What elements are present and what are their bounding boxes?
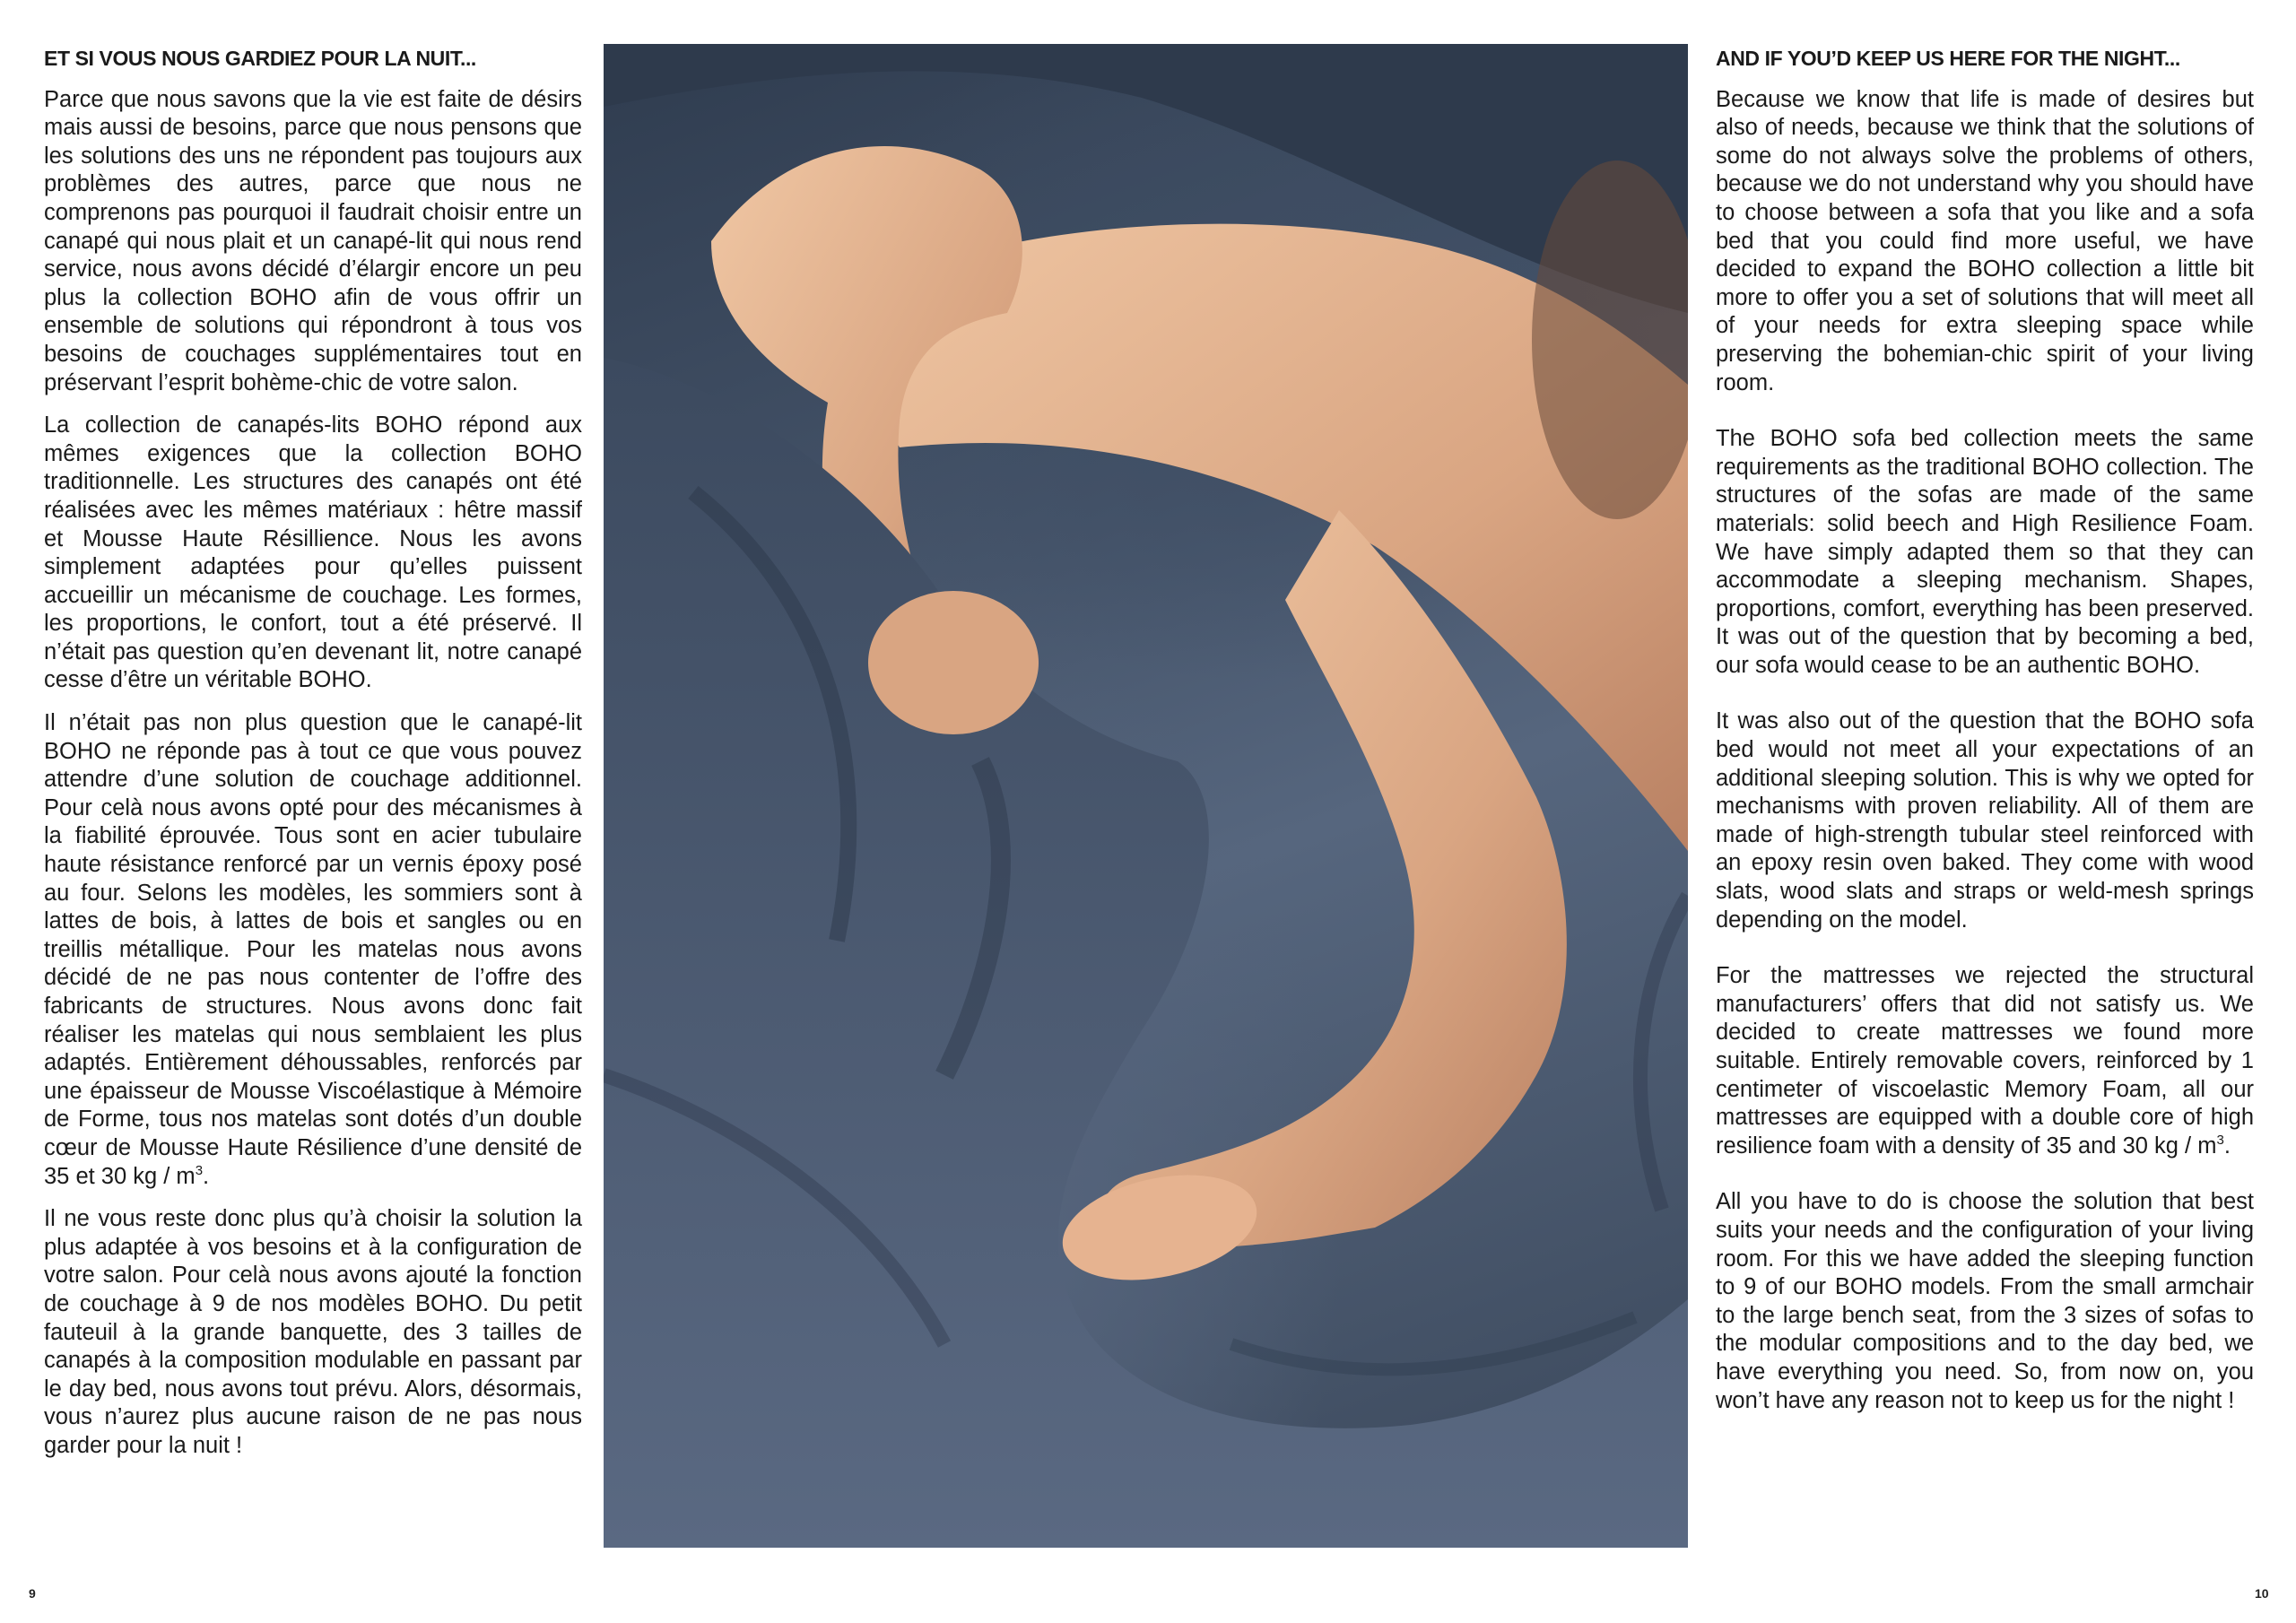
- english-paragraph-4-end: .: [2223, 1133, 2231, 1159]
- sheet-fold: [1640, 896, 1688, 1210]
- sheet-fold: [1231, 1317, 1635, 1369]
- french-cubic-superscript: 3: [195, 1162, 204, 1178]
- english-heading: AND IF YOU’D KEEP US HERE FOR THE NIGHT...: [1716, 47, 2180, 70]
- bed-photo: [604, 44, 1688, 1548]
- english-paragraph-4: [1716, 962, 2254, 1160]
- bed-photo-illustration: [604, 44, 1688, 1548]
- french-paragraph-2: La collection de canapés-lits BOHO répond aux mêmes exigences que la collection BOHO traditionnelle. Les structures des canapés ont été réalisées avec les mêmes matériaux : hêtre massif et Mousse Haute Résillience. Nous les avons simplement adaptées pour qu’elles puissent accueillir un mécanisme de couchage. Les formes, les proportions, le confort, tout a été préservé. Il n’était pas question qu’en devenant lit, notre canapé cesse d’être un véritable BOHO.: [44, 412, 582, 693]
- fist-shape: [868, 591, 1039, 734]
- english-paragraph-4-text: For the mattresses we rejected the structural manufacturers’ offers that did not satisfy us. We decided to create mattresses we found more suitable. Entirely removable covers, reinforced by 1 centimeter of viscoelastic Memory Foam, all our mattresses are equipped with a double core of high resilience foam with a density of 35 and 30 kg / m: [1716, 963, 2254, 1159]
- french-paragraph-1: Parce que nous savons que la vie est faite de désirs mais aussi de besoins, parce que nous pensons que les solutions des uns ne répondent pas toujours aux problèmes des autres, parce que nous ne comprenons pas pourquoi il faudrait choisir entre un canapé qui nous plait et un canapé-lit qui nous rend service, nous avons décidé d’élargir encore un peu plus la collection BOHO afin de vous offrir un ensemble de solutions qui répondront à tous vos besoins de couchages supplémentaires tout en préservant l’esprit bohème-chic de votre salon.: [44, 86, 582, 395]
- english-paragraph-5: All you have to do is choose the solution that best suits your needs and the configuration of your living room. For this we have added the sleeping function to 9 of our BOHO models. From the small armchair to the large bench seat, from the 3 sizes of sofas to the modular compositions and to the day bed, we have everything you need. So, from now on, you won’t have any reason not to keep us for the night !: [1716, 1189, 2254, 1413]
- english-paragraph-1: Because we know that life is made of desires but also of needs, because we think that the solutions of some do not always solve the problems of others, because we do not understand why you should have to choose between a sofa that you like and a sofa bed that you could find more useful, we have decided to expand the BOHO collection a little bit more to offer you a set of solutions that will meet all of your needs for extra sleeping space while preserving the bohemian-chic spirit of your living room.: [1716, 86, 2254, 395]
- french-paragraph-3-text: Il n’était pas non plus question que le canapé-lit BOHO ne réponde pas à tout ce que vous pouvez attendre d’une solution de couchage additionnel. Pour celà nous avons opté pour des mécanismes à la fiabilité éprouvée. Tous sont en acier tubulaire haute résistance renforcé par un vernis époxy posé au four. Selons les modèles, les sommiers sont à lattes de bois, à lattes de bois et sangles ou en treillis métallique. Pour les matelas nous avons décidé de ne pas nous contenter de l’offre des fabricants de structures. Nous avons donc fait réaliser les matelas qui nous semblaient les plus adaptés. Entièrement déhoussables, renforcés par une épaisseur de Mousse Viscoélastique à Mémoire de Forme, tous nos matelas sont dotés d’un double cœur de Mousse Haute Résilience d’une densité de 35 et 30 kg / m: [44, 710, 582, 1189]
- french-paragraph-3-end: .: [203, 1163, 210, 1189]
- page-number-right: 10: [2255, 1586, 2269, 1601]
- english-paragraph-2: The BOHO sofa bed collection meets the same requirements as the traditional BOHO collection. The structures of the sofas are made of the same materials: solid beech and High Resilience Foam. We have simply adapted them so that they can accommodate a sleeping mechanism. Shapes, proportions, comfort, everything has been preserved. It was out of the question that by becoming a bed, our sofa would cease to be an authentic BOHO.: [1716, 426, 2254, 678]
- french-text-column: [44, 45, 582, 1461]
- french-heading: ET SI VOUS NOUS GARDIEZ POUR LA NUIT...: [44, 47, 476, 70]
- french-paragraph-4: Il ne vous reste donc plus qu’à choisir la solution la plus adaptée à vos besoins et à la configuration de votre salon. Pour celà nous avons ajouté la fonction de couchage à 9 de nos modèles BOHO. Du petit fauteuil à la grande banquette, des 3 tailles de canapés à la composition modulable en passant par le day bed, nous avons tout prévu. Alors, désormais, vous n’aurez plus aucune raison de ne pas nous garder pour la nuit !: [44, 1206, 582, 1458]
- english-cubic-superscript: 3: [2216, 1132, 2224, 1148]
- english-text-column: [1716, 45, 2254, 1415]
- english-paragraph-3: It was also out of the question that the BOHO sofa bed would not meet all your expectations of an additional sleeping solution. This is why we opted for mechanisms with proven reliability. All of them are made of high-strength tubular steel reinforced with an epoxy resin oven baked. They come with wood slats, wood slats and straps or weld-mesh springs depending on the model.: [1716, 708, 2254, 933]
- french-paragraph-3: [44, 709, 582, 1191]
- page-number-left: 9: [29, 1586, 36, 1601]
